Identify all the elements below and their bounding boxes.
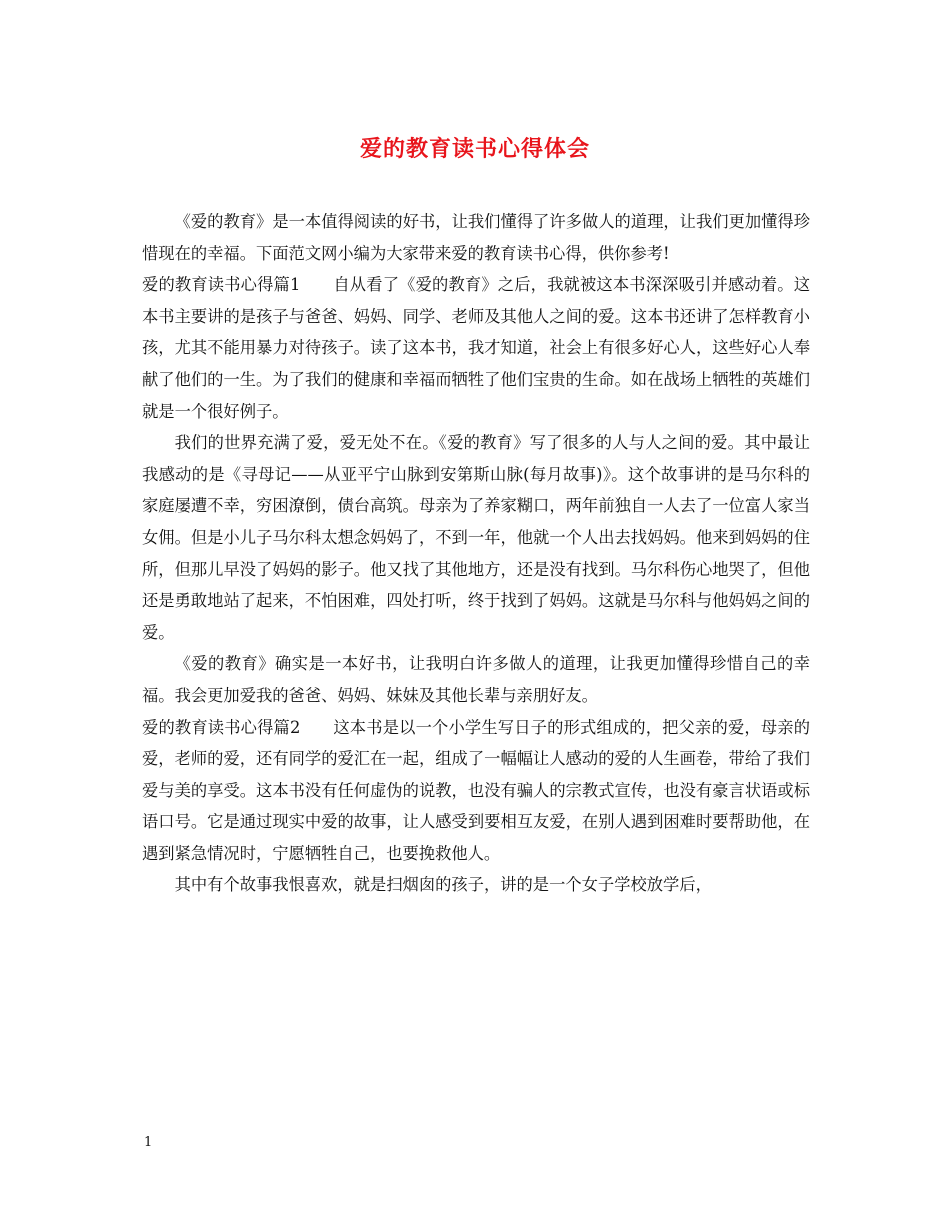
intro-paragraph: 《爱的教育》是一本值得阅读的好书，让我们懂得了许多做人的道理，让我们更加懂得珍惜现在的幸福。下面范文网小编为大家带来爱的教育读书心得，供你参考! [142, 212, 810, 263]
document-body [142, 206, 810, 901]
essay-1-paragraph-1: 爱的教育读书心得篇1 自从看了《爱的教育》之后，我就被这本书深深吸引并感动着。这本书主要讲的是孩子与爸爸、妈妈、同学、老师及其他人之间的爱。这本书还讲了怎样教育小孩，尤其不能用暴力对待孩子。读了这本书，我才知道，社会上有很多好心人，这些好心人奉献了他们的一生。为了我们的健康和幸福而牺牲了他们宝贵的生命。如在战场上牺牲的英雄们就是一个很好例子。 [142, 275, 810, 421]
page-number: 1 [144, 1135, 153, 1150]
essay-2-paragraph-1: 爱的教育读书心得篇2 这本书是以一个小学生写日子的形式组成的，把父亲的爱，母亲的爱，老师的爱，还有同学的爱汇在一起，组成了一幅幅让人感动的爱的人生画卷，带给了我们爱与美的享受。这本书没有任何虚伪的说教，也没有骗人的宗教式宣传，也没有豪言状语或标语口号。它是通过现实中爱的故事，让人感受到要相互友爱，在别人遇到困难时要帮助他，在遇到紧急情况时，宁愿牺牲自己，也要挽救他人。 [142, 717, 810, 863]
essay-2-paragraph-2: 其中有个故事我恨喜欢，就是扫烟囱的孩子，讲的是一个女子学校放学后， [174, 875, 712, 895]
document-title: 爱的教育读书心得体会 [359, 136, 590, 162]
essay-1-paragraph-3: 《爱的教育》确实是一本好书，让我明白许多做人的道理，让我更加懂得珍惜自己的幸福。我会更加爱我的爸爸、妈妈、妹妹及其他长辈与亲朋好友。 [142, 654, 810, 705]
essay-1-paragraph-2: 我们的世界充满了爱，爱无处不在。《爱的教育》写了很多的人与人之间的爱。其中最让我感动的是《寻母记——从亚平宁山脉到安第斯山脉(每月故事)》。这个故事讲的是马尔科的家庭屡遭不幸，穷困潦倒，债台高筑。母亲为了养家糊口，两年前独自一人去了一位富人家当女佣。但是小儿子马尔科太想念妈妈了，不到一年，他就一个人出去找妈妈。他来到妈妈的住所，但那儿早没了妈妈的影子。他又找了其他地方，还是没有找到。马尔科伤心地哭了，但他还是勇敢地站了起来，不怕困难，四处打听，终于找到了妈妈。这就是马尔科与他妈妈之间的爱。 [142, 433, 810, 642]
